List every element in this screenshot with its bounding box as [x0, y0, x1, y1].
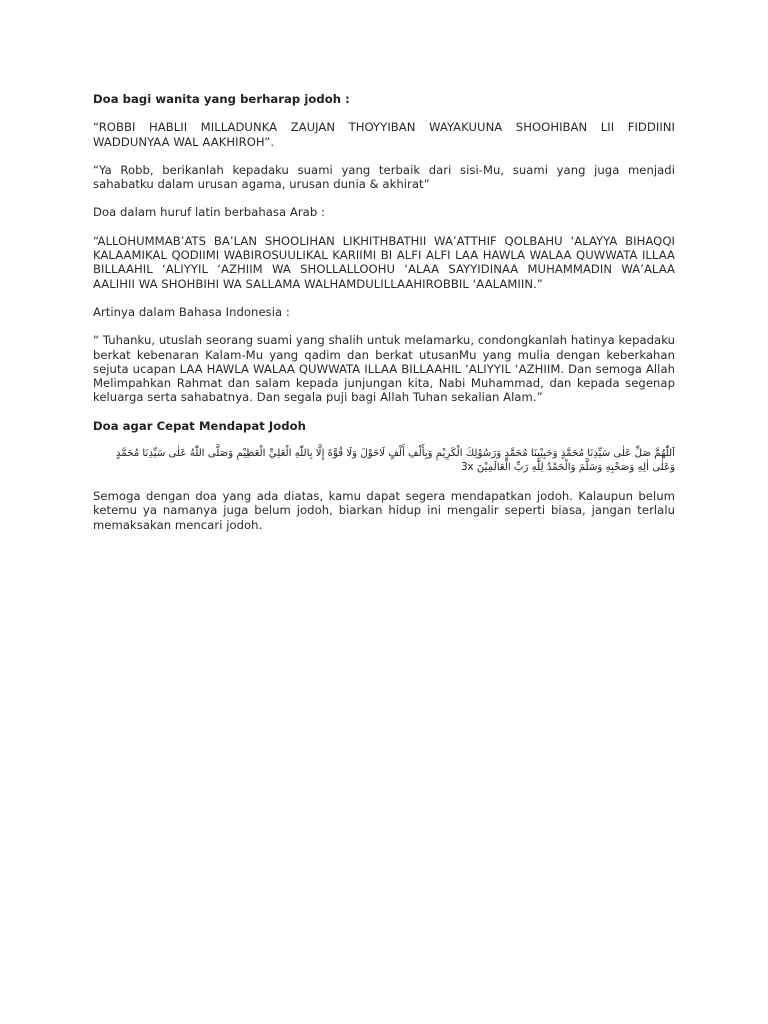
article-body	[93, 92, 675, 546]
doa-2-latin: “ALLOHUMMAB’ATS BA’LAN SHOOLIHAN LIKHITHBATHII WA’ATTHIF QOLBAHU ‘ALAYYA BIHAQQI KALAAMIKAL QODIIMI WABIROSUULIKAL KARIIMI BI ALFI ALFI LAA HAWLA WALAA QUWWATA ILLAA BILLAAHIL ‘ALIYYIL ‘AZHIIM WA SHOLLALLOOHU ‘ALAA SAYYIDINAA MUHAMMADIN WA’ALAA AALIHII WA SHOHBIHI WA SALLAMA WALHAMDULILLAAHIROBBIL ‘AALAMIIN.”	[93, 233, 675, 291]
arabic-prayer	[93, 447, 675, 475]
label-meaning: Artinya dalam Bahasa Indonesia :	[93, 304, 290, 319]
doa-1-meaning: “Ya Robb, berikanlah kepadaku suami yang terbaik dari sisi-Mu, suami yang juga menjadi sahabatku dalam urusan agama, urusan dunia & akhirat”	[93, 162, 675, 192]
arabic-prayer-text: اَللّٰهُمَّ صَلِّ عَلٰى سَيِّدِنَا مُحَمَّدٍ وَحَبِيْبِنَا مُحَمَّدٍ وَرَسُوْلِكَ الْكَرِيْمِ وَبِأَلْفِ أَلْفٍ لَاحَوْلَ وَلَا قُوَّةَ إِلَّا بِاللّٰهِ الْعَلِيِّ الْعَظِيْمِ وَصَلَّى اللّٰهُ عَلٰى سَيِّدِنَا مُحَمَّدٍ وَعَلٰى اٰلِهِ وَصَحْبِهِ وَسَلَّمَ وَالْحَمْدُ لِلّٰهِ رَبِّ الْعَالَمِيْنَ	[115, 448, 675, 474]
arabic-repeat-count: 3x	[461, 462, 474, 474]
doa-2-meaning: “ Tuhanku, utuslah seorang suami yang shalih untuk melamarku, condongkanlah hatinya kepadaku berkat kebenaran Kalam-Mu yang qadim dan berkat utusanMu yang mulia dengan keberkahan sejuta ucapan LAA HAWLA WALAA QUWWATA ILLAA BILLAAHIL ‘ALIYYIL ‘AZHIIM. Dan semoga Allah Melimpahkan Rahmat dan salam kepada junjungan kita, Nabi Muhammad, dan kepada segenap keluarga serta sahabatnya. Dan segala puji bagi Allah Tuhan sekalian Alam.”	[93, 333, 675, 405]
heading-cepat-jodoh: Doa agar Cepat Mendapat Jodoh	[93, 418, 306, 433]
label-arabic-latin: Doa dalam huruf latin berbahasa Arab :	[93, 205, 325, 220]
doa-1-latin: “ROBBI HABLII MILLADUNKA ZAUJAN THOYYIBAN WAYAKUUNA SHOOHIBAN LII FIDDIINI WADDUNYAA WAL AAKHIROH”.	[93, 120, 675, 149]
closing-paragraph: Semoga dengan doa yang ada diatas, kamu dapat segera mendapatkan jodoh. Kalaupun belum ketemu ya namanya juga belum jodoh, biarkan hidup ini mengalir seperti biasa, jangan terlalu memaksakan mencari jodoh.	[93, 489, 675, 532]
heading-doa-wanita: Doa bagi wanita yang berharap jodoh :	[93, 92, 350, 106]
